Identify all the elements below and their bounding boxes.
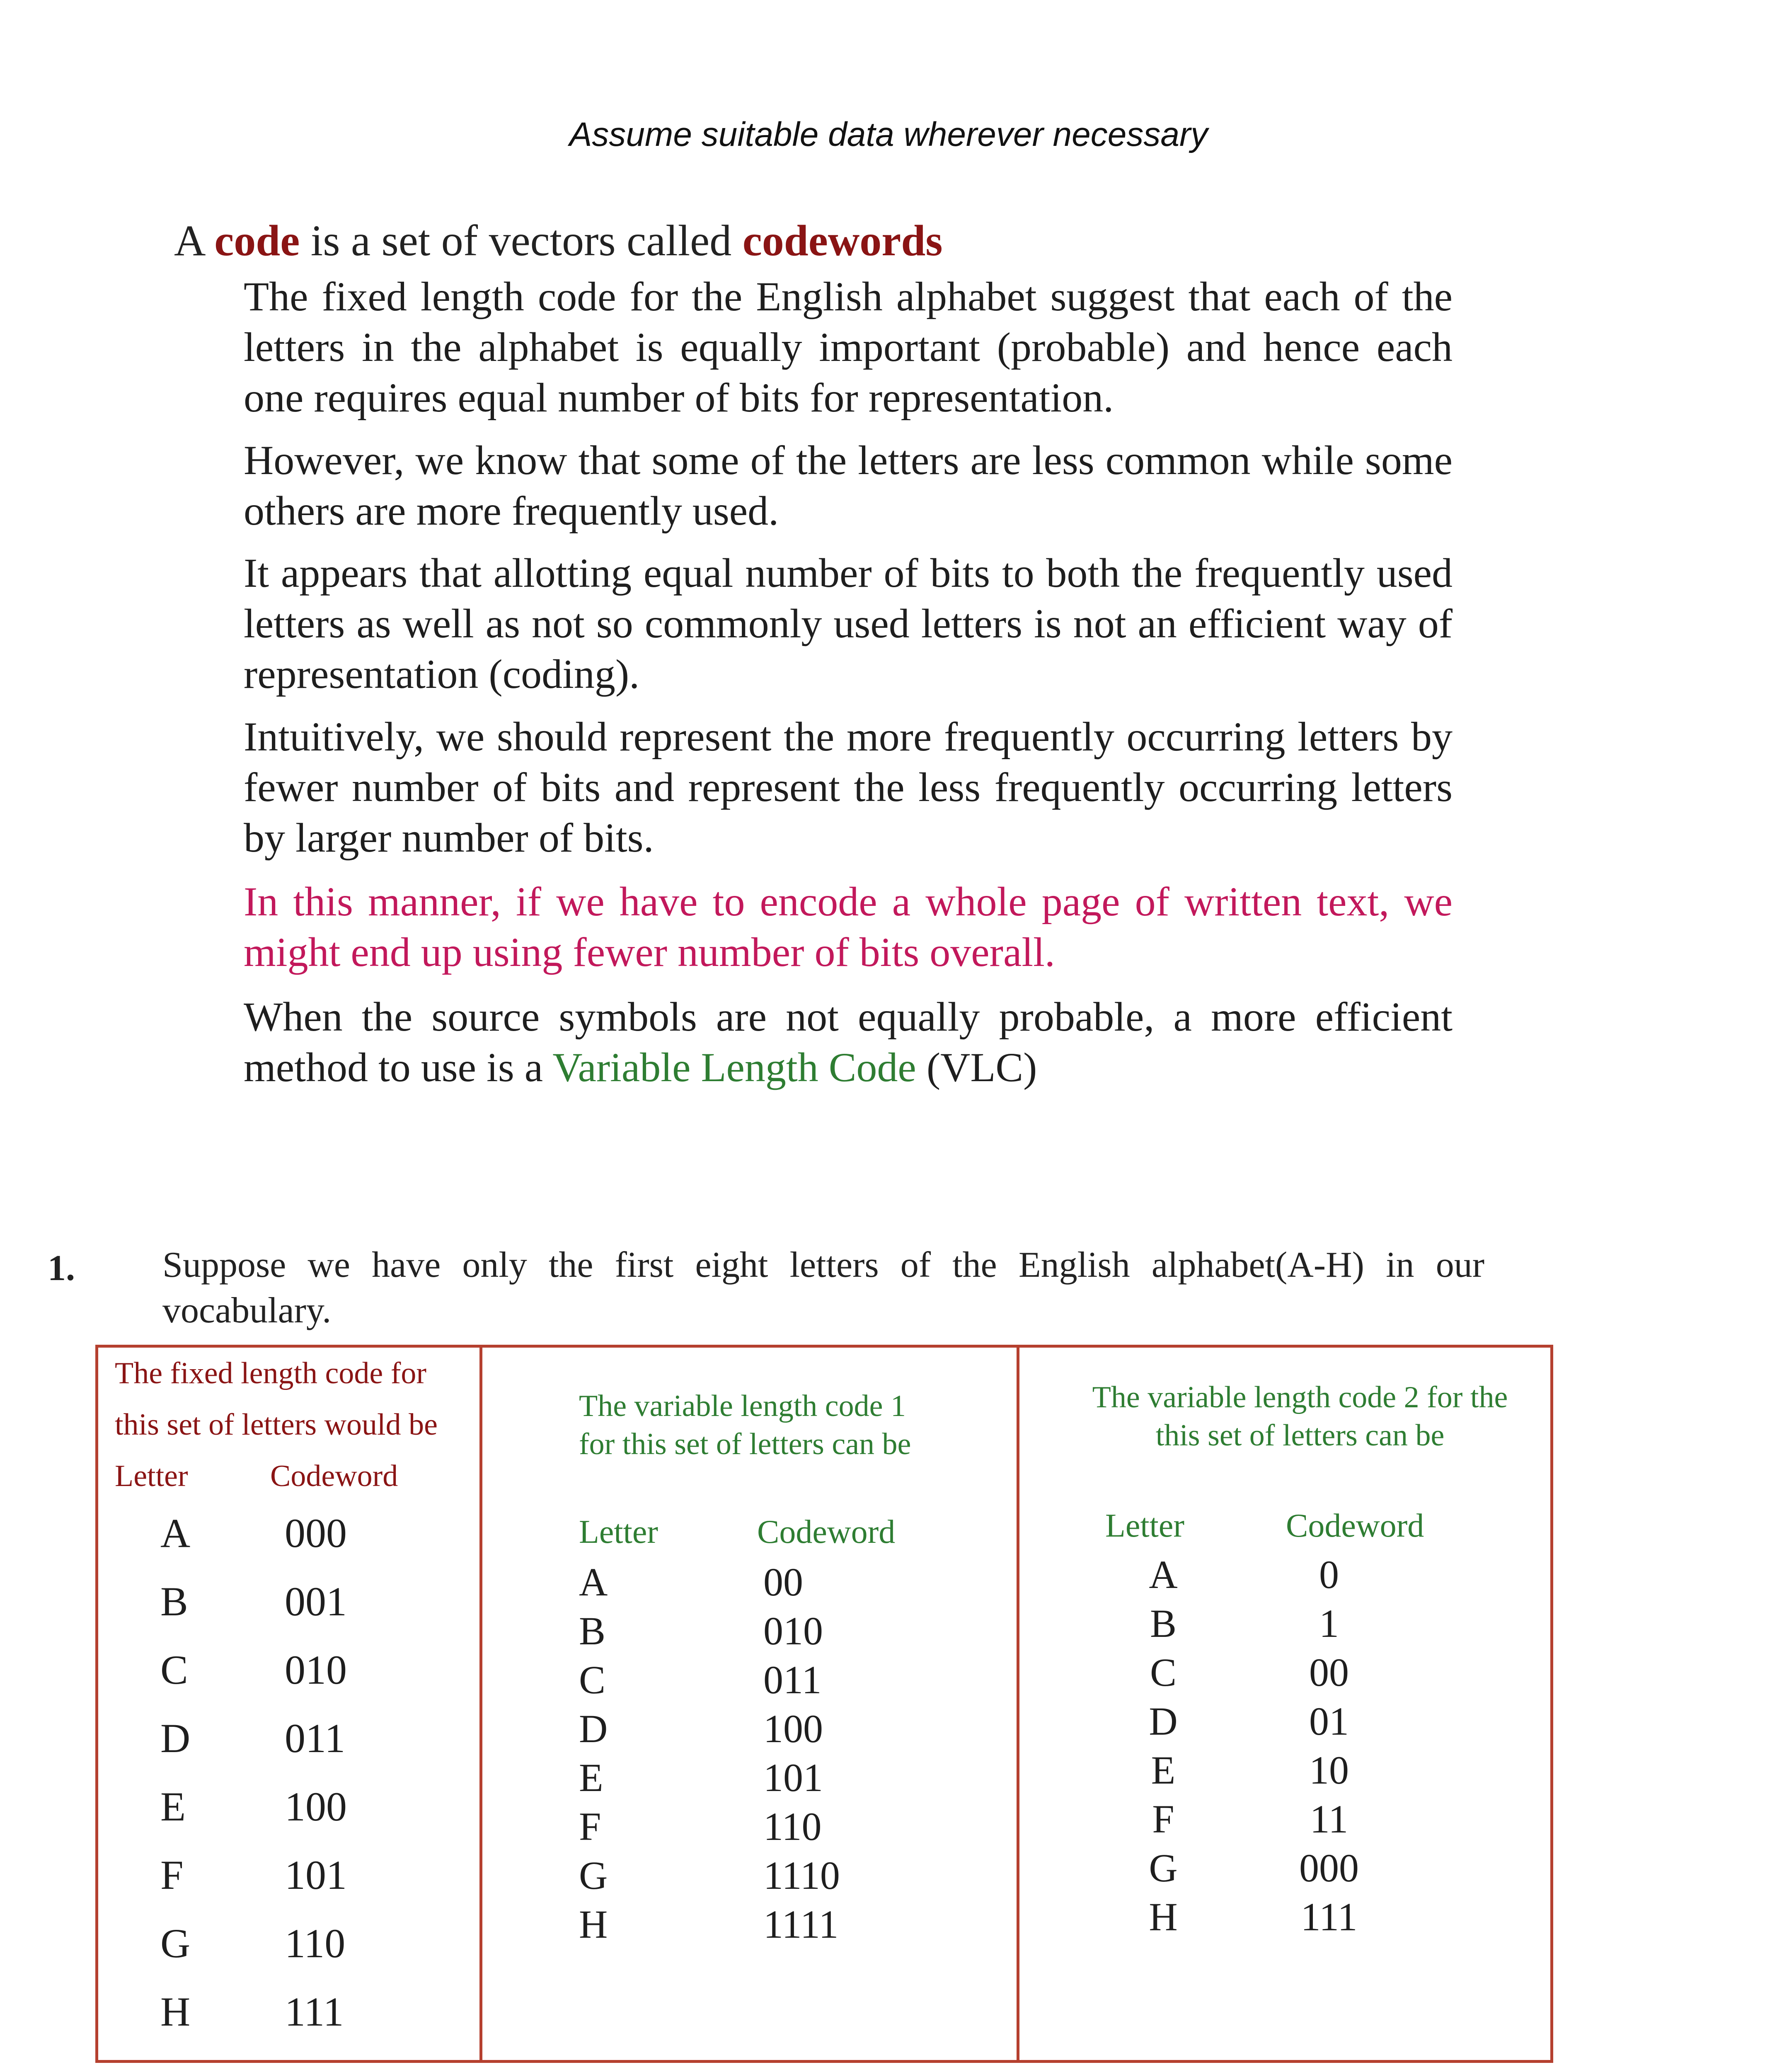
intro-title xyxy=(174,215,943,266)
vlc1-codeword: 011 xyxy=(763,1658,822,1702)
fixed-letter: B xyxy=(160,1578,188,1624)
vlc2-letter: H xyxy=(1149,1895,1178,1939)
vlc-after: (VLC) xyxy=(916,1044,1037,1090)
fixed-codeword: 110 xyxy=(285,1920,346,1966)
fixed-codeword: 100 xyxy=(285,1784,347,1830)
vlc2-letter: F xyxy=(1152,1797,1174,1841)
vlc1-codeword: 100 xyxy=(763,1706,823,1751)
fixed-codeword: 001 xyxy=(285,1578,347,1624)
paragraph-fewer-bits: In this manner, if we have to encode a whole page of written text, we might end up using fewer number of bits overall. xyxy=(244,879,1453,975)
vlc1-codeword: 101 xyxy=(763,1755,823,1800)
vlc1-codeword: 1111 xyxy=(763,1902,839,1946)
fixed-letter: E xyxy=(160,1784,186,1830)
paragraph-vlc xyxy=(244,992,1453,1093)
vlc2-codeword: 0 xyxy=(1319,1552,1339,1597)
fixed-caption-line2: this set of letters would be xyxy=(115,1408,438,1442)
title-a: A xyxy=(174,216,215,265)
question-number: 1. xyxy=(48,1248,75,1288)
vlc2-letter: A xyxy=(1149,1552,1178,1597)
vlc2-letter-header: Letter xyxy=(1105,1508,1184,1544)
vlc1-codeword: 00 xyxy=(763,1560,803,1604)
vlc1-letter: D xyxy=(579,1706,608,1751)
vlc1-codeword: 110 xyxy=(763,1804,822,1849)
paragraph-intuitively: Intuitively, we should represent the more frequently occurring letters by fewer number of bits and represent the less frequently occurring letters by larger number of bits. xyxy=(244,714,1453,861)
fixed-caption-line1: The fixed length code for xyxy=(115,1356,427,1390)
fixed-codeword: 010 xyxy=(285,1647,347,1693)
paragraph-fixed-length: The fixed length code for the English alphabet suggest that each of the letters in the alphabet is equally important (probable) and hence each one requires equal number of bits for representation. xyxy=(244,274,1453,421)
column-divider xyxy=(479,1348,482,2060)
vlc2-codeword: 10 xyxy=(1309,1748,1349,1792)
vlc2-letter: E xyxy=(1151,1748,1176,1792)
vlc2-codeword: 11 xyxy=(1310,1797,1348,1841)
paragraph-less-common: However, we know that some of the letters are less common while some others are more frequently used. xyxy=(244,437,1453,534)
vlc1-letter-header: Letter xyxy=(579,1514,658,1550)
fixed-codeword: 101 xyxy=(285,1852,347,1898)
vlc1-codeword: 010 xyxy=(763,1609,823,1653)
vlc2-caption-line2: this set of letters can be xyxy=(1155,1418,1445,1452)
fixed-letter: C xyxy=(160,1647,188,1693)
vlc2-codeword: 01 xyxy=(1309,1699,1349,1743)
fixed-codeword-header: Codeword xyxy=(270,1459,398,1493)
code-table xyxy=(95,1345,1553,2063)
vlc1-codeword: 1110 xyxy=(763,1853,840,1898)
vlc1-letter: B xyxy=(579,1609,606,1653)
vlc2-codeword: 00 xyxy=(1309,1650,1349,1694)
title-codewords-keyword: codewords xyxy=(742,216,943,265)
column-divider xyxy=(1017,1348,1019,2060)
fixed-codeword: 000 xyxy=(285,1510,347,1556)
fixed-letter: D xyxy=(160,1715,191,1761)
fixed-letter: G xyxy=(160,1920,191,1966)
vlc1-letter: F xyxy=(579,1804,601,1849)
vlc1-letter: G xyxy=(579,1853,608,1898)
vlc2-codeword: 000 xyxy=(1299,1846,1359,1890)
fixed-codeword: 011 xyxy=(285,1715,346,1761)
vlc2-letter: D xyxy=(1149,1699,1178,1743)
vlc1-caption-line1: The variable length code 1 xyxy=(579,1389,906,1423)
fixed-codeword: 111 xyxy=(285,1989,344,2035)
vlc2-codeword: 111 xyxy=(1300,1895,1358,1939)
vlc1-letter: E xyxy=(579,1755,603,1800)
title-middle: is a set of vectors called xyxy=(300,216,743,265)
vlc1-letter: H xyxy=(579,1902,608,1946)
vlc2-letter: G xyxy=(1149,1846,1178,1890)
vlc1-letter: C xyxy=(579,1658,606,1702)
fixed-letter: A xyxy=(160,1510,191,1556)
fixed-letter-header: Letter xyxy=(115,1459,188,1493)
vlc2-caption-line1: The variable length code 2 for the xyxy=(1092,1380,1508,1414)
vlc2-letter: B xyxy=(1150,1601,1177,1646)
vlc1-letter: A xyxy=(579,1560,608,1604)
vlc-before: When the source symbols are not equally probable, a more efficient method to use is a xyxy=(244,994,1453,1090)
vlc1-codeword-header: Codeword xyxy=(757,1514,896,1550)
header-note: Assume suitable data wherever necessary xyxy=(569,116,1208,153)
paragraph-equal-bits: It appears that allotting equal number of bits to both the frequently used letters as well as not so commonly used letters is not an efficient way of representation (coding). xyxy=(244,550,1453,697)
fixed-letter: H xyxy=(160,1989,191,2035)
question-text: Suppose we have only the first eight letters of the English alphabet(A-H) in our vocabulary. xyxy=(162,1245,1484,1331)
title-code-keyword: code xyxy=(214,216,300,265)
vlc2-codeword: 1 xyxy=(1319,1601,1339,1646)
vlc2-codeword-header: Codeword xyxy=(1286,1508,1424,1544)
vlc1-caption-line2: for this set of letters can be xyxy=(579,1427,911,1461)
vlc-highlight: Variable Length Code xyxy=(552,1044,916,1090)
vlc2-letter: C xyxy=(1150,1650,1177,1694)
fixed-letter: F xyxy=(160,1852,184,1898)
